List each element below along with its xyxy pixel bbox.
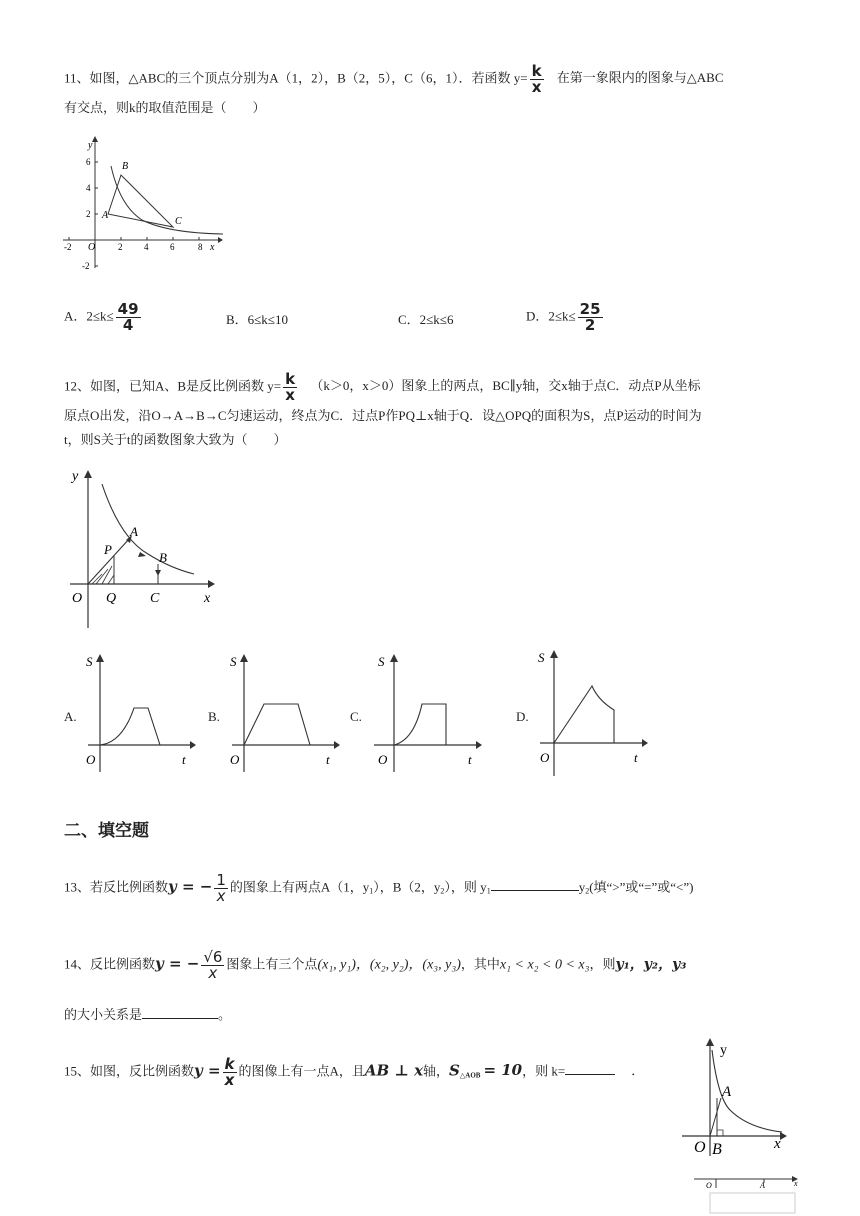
q11-option-b[interactable]: B．6≤k≤10: [226, 312, 288, 327]
q15-text-b: 的图像上有一点A，且: [238, 1063, 365, 1079]
q14-text-d: ，则: [589, 956, 616, 972]
q12-line2: 原点O出发，沿O→A→B→C匀速运动，终点为C．过点P作PQ⊥x轴于Q．设△OPQ的面积为S，点P运动的时间为: [64, 408, 702, 423]
frac-den: x: [285, 386, 295, 404]
origin-label: O: [88, 242, 96, 253]
q14-text-a: 14、反比例函数: [64, 956, 156, 972]
axis2-x: x: [794, 1179, 798, 1188]
section-title: 二、填空题: [64, 821, 149, 841]
point-b: B: [712, 1141, 722, 1158]
q13-text-c: ），B（2，y: [373, 879, 441, 895]
q14-end: 。: [218, 1007, 232, 1022]
origin-label: O: [378, 752, 388, 767]
origin-label: O: [694, 1139, 706, 1156]
x-label: x: [204, 591, 211, 606]
x-label: t: [634, 750, 638, 765]
q13-text-f: (填“>”或“=”或“<”): [589, 879, 694, 895]
option-d-label: D．2≤k≤: [526, 308, 576, 324]
q13-line: [64, 873, 693, 904]
q11-option-a[interactable]: [64, 302, 143, 333]
q12-text-a: 12、如图，已知A、B是反比例函数 y=: [64, 378, 282, 394]
y-axis-arrow: [92, 136, 98, 142]
q12-option-b-graph[interactable]: [224, 650, 344, 775]
y-label: y: [88, 140, 93, 151]
option-curve: [244, 704, 310, 745]
q12-option-a-label[interactable]: A.: [64, 709, 77, 724]
q14-text-c: ，其中: [460, 956, 500, 972]
x-label: x: [210, 242, 215, 253]
frac-den: x: [216, 887, 226, 905]
q14-line2: [64, 1004, 231, 1025]
q13-text-b: 的图象上有两点A（1，y: [229, 879, 370, 895]
hyperbola-curve: [111, 166, 223, 234]
q11-option-c[interactable]: C．2≤k≤6: [398, 312, 454, 327]
hatched-area: [92, 566, 114, 584]
q12-text-b: （k＞0，x＞0）图象上的两点，BC∥y轴，交x轴于点C．动点P从坐标: [310, 378, 701, 394]
x-tick-8: 8: [198, 242, 203, 252]
q13-sub: 1: [369, 886, 374, 896]
y-label: y: [720, 1043, 727, 1058]
q11-text-b: 在第一象限内的图象与△ABC: [556, 70, 724, 86]
y-tick-neg2: -2: [82, 261, 90, 271]
y-label: S: [86, 654, 93, 669]
q14-vars: y₁，y₂，y₃: [615, 956, 687, 973]
q14-fraction: [201, 950, 224, 981]
frac-num: 25: [579, 300, 601, 318]
frac-num: √6: [203, 948, 223, 966]
q15-perp: AB ⊥ x: [364, 1061, 424, 1080]
axis2-a: A: [760, 1181, 765, 1190]
origin-label: O: [540, 750, 550, 765]
q15-text-a: 15、如图，反比例函数: [64, 1063, 195, 1079]
q11-text-a: 11、如图，△ABC的三个顶点分别为A（1，2），B（2，5），C（6，1）．若函数 y=: [64, 70, 528, 86]
point-c: C: [175, 216, 182, 227]
q12-line1: [64, 372, 701, 403]
q12-line3: t，则S关于t的函数图象大致为（ ）: [64, 432, 287, 447]
q15-func-lhs: y =: [194, 1061, 221, 1080]
x-tick-6: 6: [170, 242, 175, 252]
frac-num: k: [531, 62, 542, 80]
y-tick-6: 6: [86, 157, 91, 167]
q12-graph: [62, 462, 222, 632]
q15-text-c: 轴，: [423, 1063, 450, 1079]
q14-line1: [64, 950, 686, 981]
q13-sub: 2: [440, 886, 445, 896]
q12-option-d-label[interactable]: D.: [516, 709, 529, 724]
q12-option-b-label[interactable]: B.: [208, 709, 220, 724]
option-a-fraction: [116, 302, 141, 333]
point-a: A: [130, 524, 138, 539]
q11-graph: [58, 136, 223, 271]
blank-box: [710, 1193, 795, 1213]
y-tick-2: 2: [86, 209, 91, 219]
curve-arrow: [138, 552, 146, 557]
q15-fraction: [223, 1057, 237, 1088]
point-c: C: [150, 591, 160, 606]
q15-area-sub: △AOB: [459, 1071, 481, 1080]
q14-answer-blank[interactable]: [142, 1004, 218, 1019]
q14-func-lhs: y = −: [155, 954, 200, 973]
q13-sub: 1: [486, 886, 491, 896]
x-label: t: [326, 752, 330, 767]
y-label: S: [230, 654, 237, 669]
q15-line: [64, 1057, 644, 1088]
frac-num: k: [285, 370, 296, 388]
x-axis-arrow: [208, 580, 215, 588]
q11-line2: 有交点，则k的取值范围是（ ）: [64, 100, 266, 115]
option-a-label: A．2≤k≤: [64, 308, 114, 324]
x-tick-neg2: -2: [64, 242, 72, 252]
origin-label: O: [86, 752, 96, 767]
q15-end: ．: [631, 1063, 645, 1079]
point-a: A: [722, 1084, 732, 1100]
axis2-origin: O: [706, 1181, 712, 1190]
option-curve: [394, 704, 446, 745]
frac-den: x: [531, 78, 542, 96]
q12-option-c-graph[interactable]: [366, 650, 486, 775]
option-d-fraction: [578, 302, 603, 333]
frac-num: 1: [216, 871, 226, 889]
q15-text-d: ，则 k=: [522, 1063, 566, 1079]
x-tick-4: 4: [144, 242, 149, 252]
y-axis-arrow: [84, 470, 92, 478]
hyperbola-curve: [102, 484, 194, 574]
q14-text-line2: 的大小关系是: [64, 1007, 143, 1022]
x-label: x: [774, 1136, 781, 1152]
q13-text-d: ），则 y: [444, 879, 487, 895]
q13-answer-blank[interactable]: [491, 876, 579, 891]
point-b: B: [122, 161, 129, 172]
frac-den: 4: [122, 316, 134, 334]
y-label: S: [378, 654, 385, 669]
q15-answer-blank[interactable]: [565, 1060, 615, 1075]
x-tick-2: 2: [118, 242, 123, 252]
y-label: S: [538, 650, 545, 665]
q15-area: S: [449, 1061, 460, 1080]
frac-den: x: [224, 1071, 235, 1089]
frac-den: 2: [584, 316, 596, 334]
q14-text-b: 图象上有三个点: [226, 956, 318, 972]
point-q: Q: [106, 591, 117, 606]
q12-option-d-graph[interactable]: [532, 646, 652, 778]
q12-option-a-graph[interactable]: [80, 650, 200, 775]
q11-fraction: [530, 64, 544, 95]
q14-inequality: x₁ < x₂ < 0 < x₃: [499, 957, 590, 973]
q15-graph: [672, 1036, 802, 1214]
y-label: y: [72, 469, 79, 484]
q13-func-lhs: y = −: [168, 877, 213, 896]
x-label: t: [182, 752, 186, 767]
frac-num: 49: [117, 300, 139, 318]
q13-text-a: 13、若反比例函数: [64, 879, 169, 895]
point-b: B: [159, 550, 167, 565]
q12-option-c-label[interactable]: C.: [350, 709, 362, 724]
x-axis-arrow: [218, 237, 223, 243]
point-a: A: [102, 210, 109, 221]
q13-fraction: [214, 873, 228, 904]
option-curve: [554, 686, 614, 743]
y-tick-4: 4: [86, 183, 91, 193]
q13-sub: 2: [585, 886, 590, 896]
q12-fraction: [283, 372, 297, 403]
bc-arrow: [155, 570, 161, 576]
point-p: P: [104, 542, 112, 557]
q11-option-d[interactable]: [526, 302, 605, 333]
q14-points: (x₁, y₁)，(x₂, y₂)，(x₃, y₃): [317, 957, 461, 973]
option-curve: [100, 708, 160, 745]
q15-area-value: = 10: [483, 1061, 523, 1080]
frac-num: k: [224, 1055, 235, 1073]
q13-text-e: y: [578, 879, 586, 895]
origin-label: O: [72, 591, 83, 606]
frac-den: x: [208, 964, 218, 982]
origin-label: O: [230, 752, 240, 767]
q11-line1: [64, 64, 724, 95]
right-angle-mark: [717, 1130, 723, 1136]
x-label: t: [468, 752, 472, 767]
